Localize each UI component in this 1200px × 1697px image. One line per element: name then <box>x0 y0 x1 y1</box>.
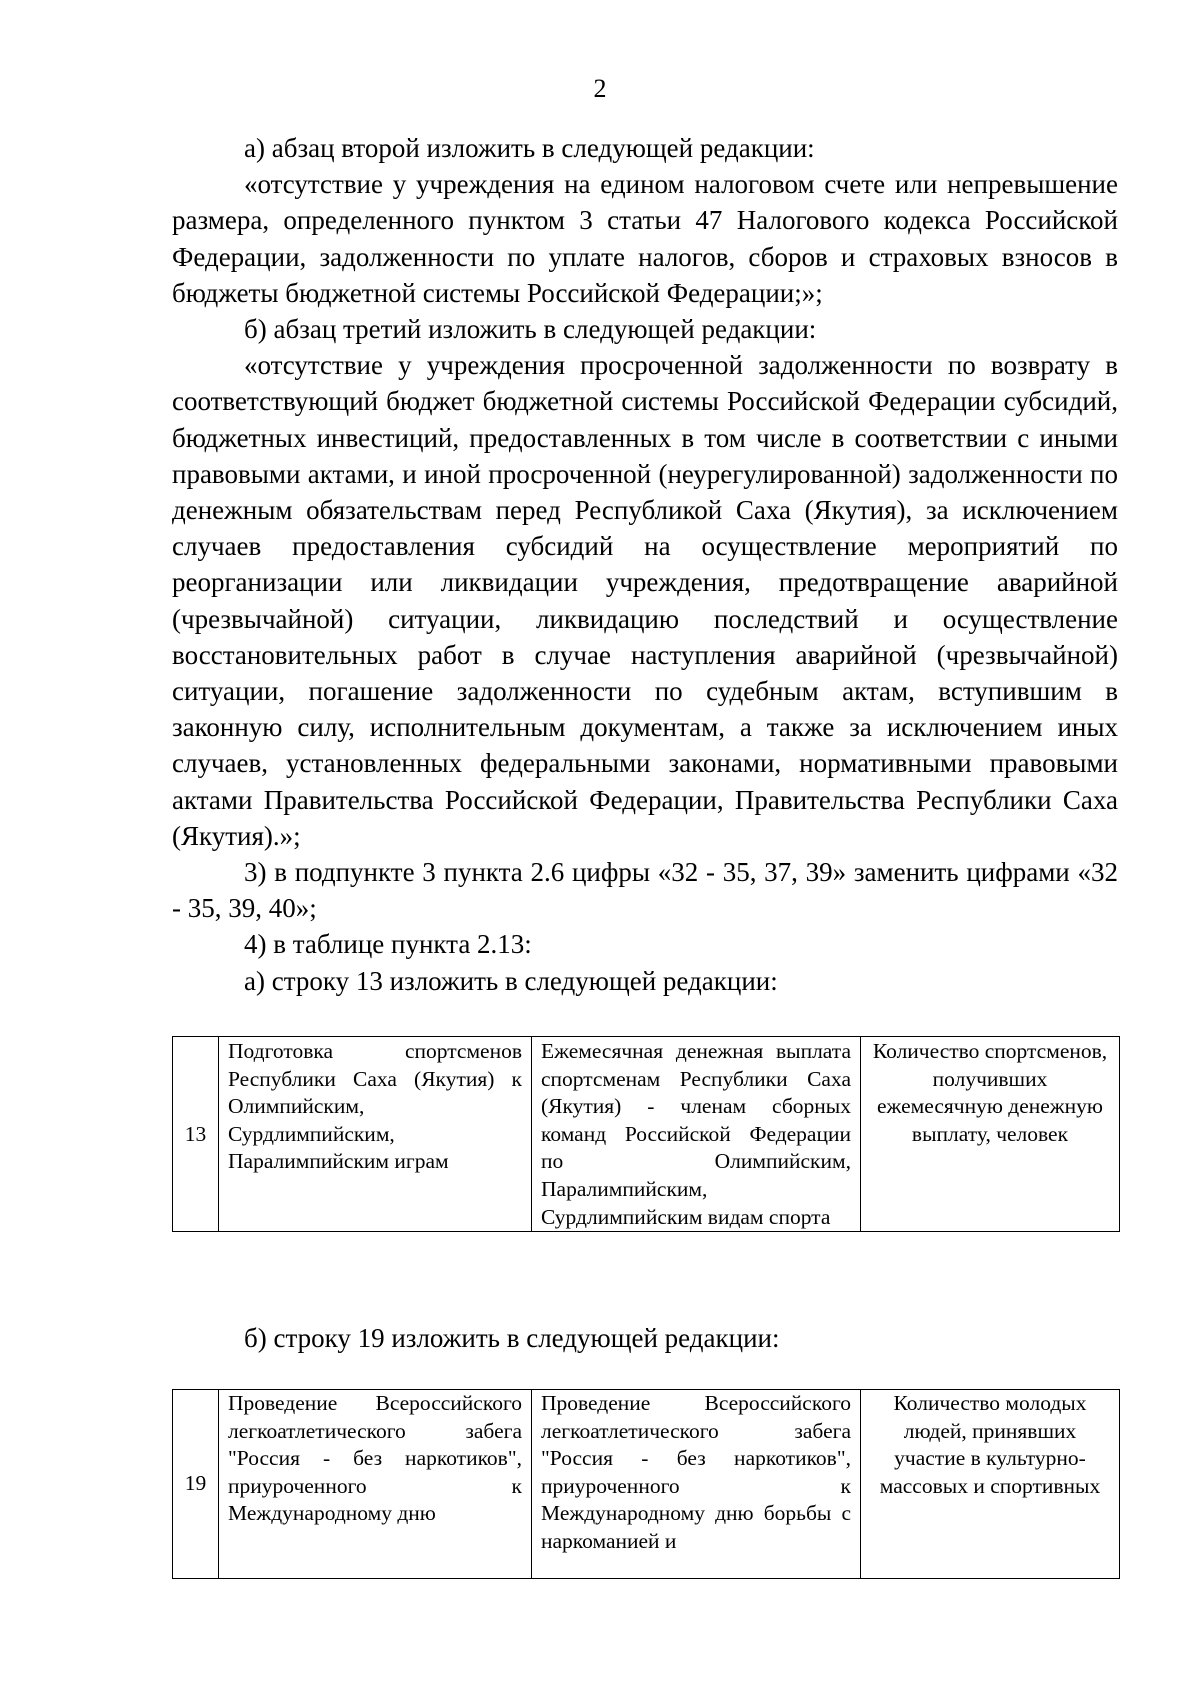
indicator-text: Количество молодых людей, принявших участие в культурно-массовых и спортивных <box>879 1391 1101 1498</box>
row-number-cell <box>173 1390 219 1579</box>
paragraph: «отсутствие у учреждения просроченной задолженности по возврату в соответствующий бюджет бюджетной системы Российской Федерации субсидий, бюджетных инвестиций, предоставленных в том числе в соответствии с иными правовыми актами, и иной просроченной (неурегулированной) задолженности по денежным обязательствам перед Республикой Саха (Якутия), за исключением случаев предоставления субсидий на осуществление мероприятий по реорганизации или ликвидации учреждения, предотвращение аварийной (чрезвычайной) ситуации, ликвидацию последствий и осуществление восстановительных работ в случае наступления аварийной (чрезвычайной) ситуации, погашение задолженности по судебным актам, вступившим в законную силу, исполнительным документам, а также за исключением иных случаев, установленных федеральными законами, нормативными правовыми актами Правительства Российской Федерации, Правительства Республики Саха (Якутия).»; <box>172 350 1118 851</box>
event-text: Проведение Всероссийского легкоатлетического забега "Россия - без наркотиков", приуроченного к Международному дню <box>228 1391 522 1526</box>
result-cell: Ежемесячная денежная выплата спортсменам Республики Саха (Якутия) - членам сборных команд Российской Федерации по Олимпийским, Паралимпийским, Сурдлимпийским видам спорта <box>532 1037 861 1232</box>
table-row-13 <box>172 1036 1120 1232</box>
indicator-cell: Количество спортсменов, получивших ежемесячную денежную выплату, человек <box>861 1037 1120 1232</box>
paragraph: а) строку 13 изложить в следующей редакции: <box>244 965 778 996</box>
result-cell <box>532 1390 861 1579</box>
table-row <box>173 1037 1120 1232</box>
event-cell: Подготовка спортсменов Республики Саха (Якутия) к Олимпийским, Сурдлимпийским, Паралимпийским играм <box>219 1037 532 1232</box>
paragraph: 4) в таблице пункта 2.13: <box>244 929 532 960</box>
document-body <box>172 130 1118 999</box>
indicator-cell <box>861 1390 1120 1579</box>
table-row-19 <box>172 1389 1120 1579</box>
row-number-cell: 13 <box>173 1037 219 1232</box>
row-number-text: 19 <box>184 1471 207 1496</box>
table-row <box>173 1390 1120 1579</box>
paragraph: 3) в подпункте 3 пункта 2.6 цифры «32 - 35, 37, 39» заменить цифрами «32 - 35, 39, 40»; <box>172 857 1118 924</box>
paragraph: а) абзац второй изложить в следующей редакции: <box>244 133 815 163</box>
event-cell <box>219 1390 532 1579</box>
page-number: 2 <box>593 74 607 103</box>
result-text: Проведение Всероссийского легкоатлетического забега "Россия - без наркотиков", приуроченного к Международному дню борьбы с наркоманией и <box>541 1391 851 1553</box>
paragraph: «отсутствие у учреждения на едином налоговом счете или непревышение размера, определенного пунктом 3 статьи 47 Налогового кодекса Российской Федерации, задолженности по уплате налогов, сборов и страховых взносов в бюджеты бюджетной системы Российской Федерации;»; <box>172 169 1118 308</box>
caption-row-19: б) строку 19 изложить в следующей редакции: <box>244 1323 780 1353</box>
paragraph: б) абзац третий изложить в следующей редакции: <box>244 314 817 345</box>
